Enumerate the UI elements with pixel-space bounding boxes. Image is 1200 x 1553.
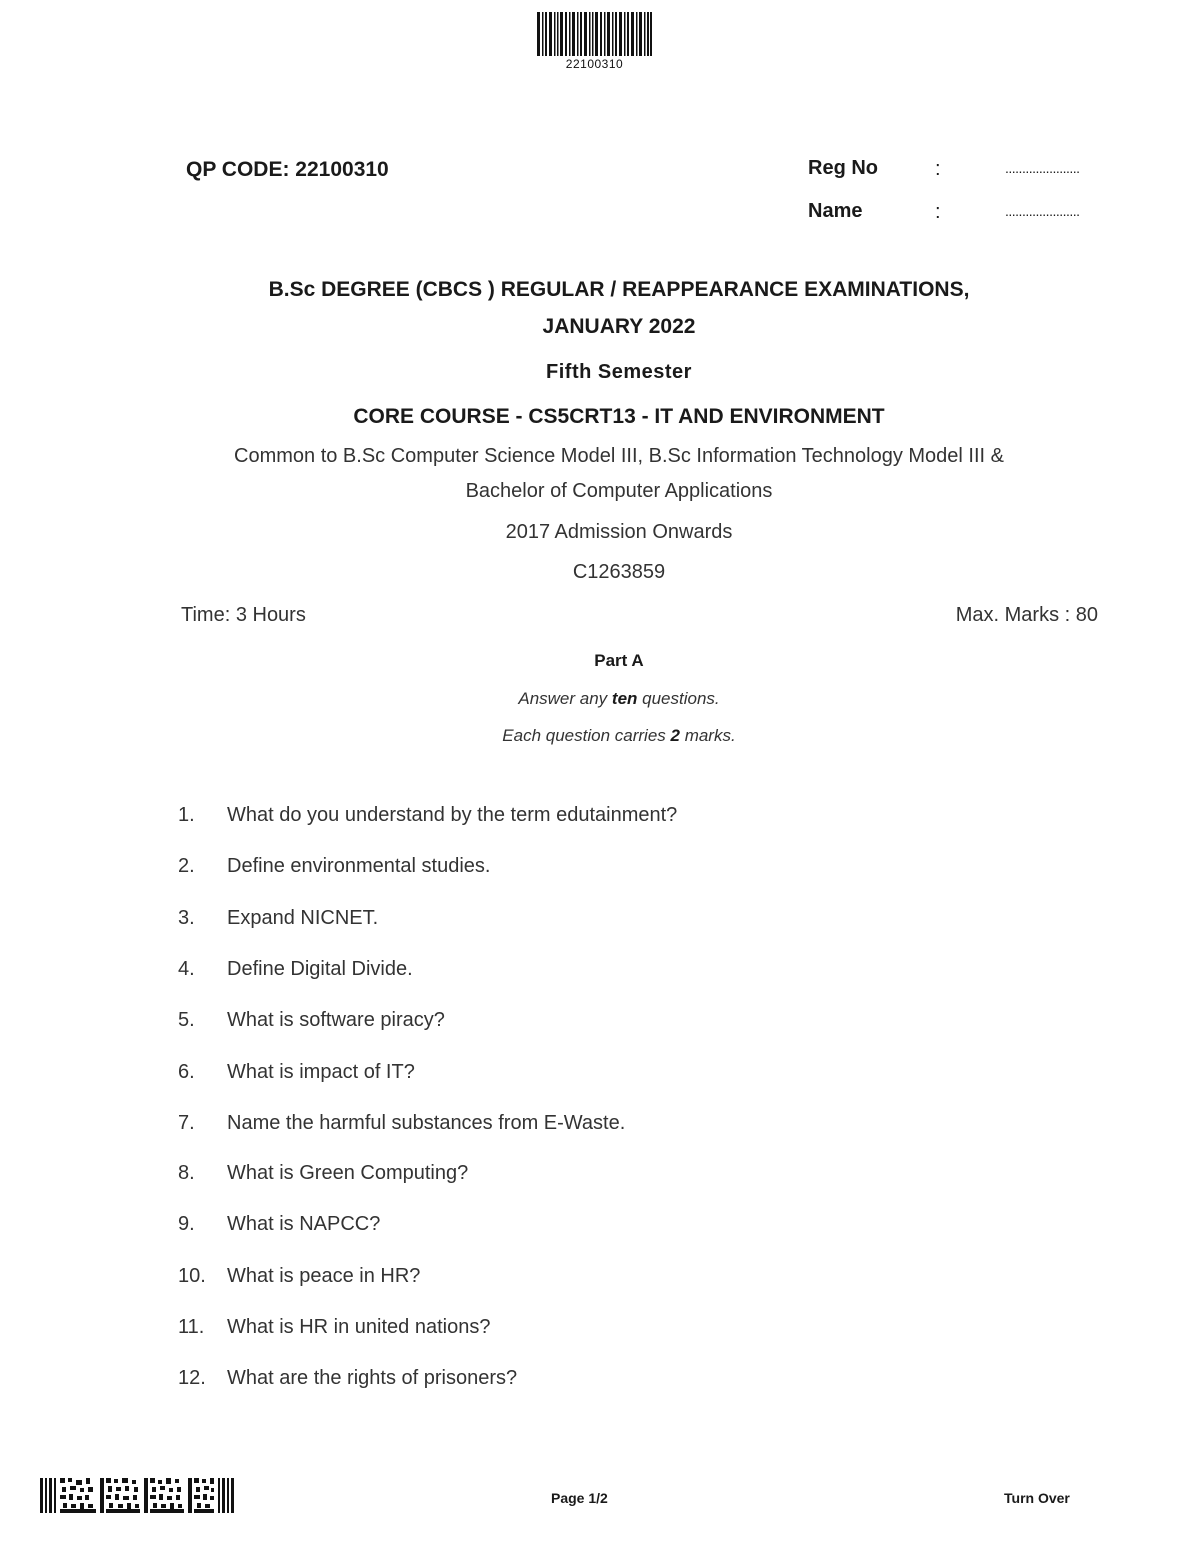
question-text: What are the rights of prisoners? xyxy=(227,1367,518,1389)
qp-code: QP CODE: 22100310 xyxy=(186,158,389,181)
top-barcode xyxy=(537,12,652,56)
page-number: Page 1/2 xyxy=(551,1490,608,1506)
reg-no-label: Reg No xyxy=(808,157,878,179)
admission-year: 2017 Admission Onwards xyxy=(505,521,733,543)
name-label: Name xyxy=(808,200,863,222)
question-text: Define environmental studies. xyxy=(227,855,491,877)
question-number: 10. xyxy=(178,1265,206,1287)
common-to-line-1: Common to B.Sc Computer Science Model III, B.Sc Information Technology Model III & xyxy=(234,445,1004,467)
reg-no-colon: : xyxy=(935,158,941,180)
question-number: 3. xyxy=(178,907,195,929)
question-number: 6. xyxy=(178,1061,195,1083)
question-number: 2. xyxy=(178,855,195,877)
footer-2d-barcode xyxy=(40,1478,236,1513)
name-field: ...................... xyxy=(1005,203,1080,219)
question-text: What is software piracy? xyxy=(227,1009,445,1031)
question-text: What is impact of IT? xyxy=(227,1061,415,1083)
question-number: 4. xyxy=(178,958,195,980)
semester: Fifth Semester xyxy=(546,361,692,383)
question-text: Define Digital Divide. xyxy=(227,958,413,980)
exam-date: JANUARY 2022 xyxy=(542,315,696,338)
question-number: 8. xyxy=(178,1162,195,1184)
reg-no-field: ...................... xyxy=(1005,160,1080,176)
turn-over-note: Turn Over xyxy=(1004,1490,1070,1506)
name-colon: : xyxy=(935,201,941,223)
common-to-line-2: Bachelor of Computer Applications xyxy=(465,480,773,502)
course-title: CORE COURSE - CS5CRT13 - IT AND ENVIRONMENT xyxy=(353,405,885,428)
question-text: What is NAPCC? xyxy=(227,1213,381,1235)
question-text: Expand NICNET. xyxy=(227,907,379,929)
question-text: What is peace in HR? xyxy=(227,1265,421,1287)
question-text: What is HR in united nations? xyxy=(227,1316,491,1338)
question-text: What is Green Computing? xyxy=(227,1162,469,1184)
paper-code: C1263859 xyxy=(572,561,666,583)
question-number: 9. xyxy=(178,1213,195,1235)
question-number: 12. xyxy=(178,1367,206,1389)
question-text: What do you understand by the term edutainment? xyxy=(227,804,678,826)
question-number: 11. xyxy=(178,1316,205,1338)
question-number: 1. xyxy=(178,804,195,826)
question-number: 7. xyxy=(178,1112,195,1134)
exam-title: B.Sc DEGREE (CBCS ) REGULAR / REAPPEARANCE EXAMINATIONS, xyxy=(268,278,970,301)
time-duration: Time: 3 Hours xyxy=(181,604,306,626)
part-a-title: Part A xyxy=(594,651,644,670)
part-a-instruction-1: Answer any ten questions. xyxy=(518,689,720,708)
question-text: Name the harmful substances from E-Waste. xyxy=(227,1112,626,1134)
part-a-instruction-2: Each question carries 2 marks. xyxy=(502,726,736,745)
max-marks: Max. Marks : 80 xyxy=(955,604,1098,626)
question-number: 5. xyxy=(178,1009,195,1031)
barcode-number: 22100310 xyxy=(565,57,624,71)
